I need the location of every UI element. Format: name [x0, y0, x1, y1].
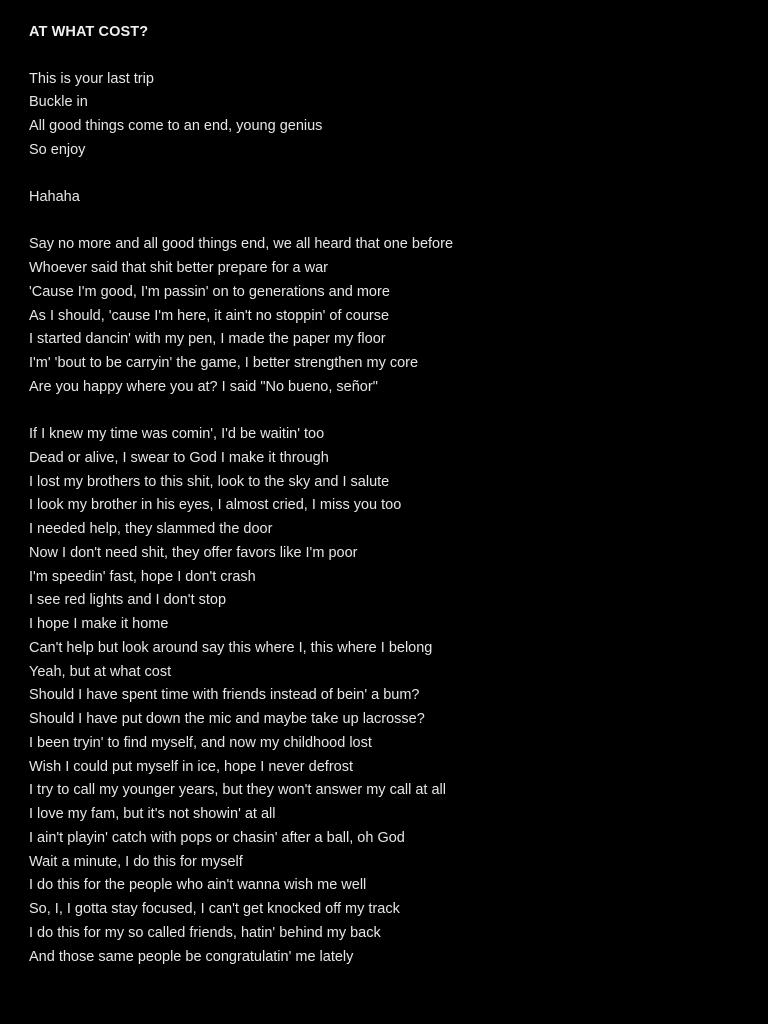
- lyric-line: If I knew my time was comin', I'd be waitin' too: [29, 426, 325, 442]
- lyrics-document: [29, 20, 749, 969]
- stanza: [29, 233, 749, 399]
- lyric-line: So, I, I gotta stay focused, I can't get knocked off my track: [29, 901, 400, 917]
- lyric-line: 'Cause I'm good, I'm passin' on to generations and more: [29, 283, 390, 300]
- lyric-line: Buckle in: [29, 94, 88, 111]
- lyric-line: I'm speedin' fast, hope I don't crash: [29, 568, 256, 585]
- lyrics-body: [29, 68, 749, 970]
- stanza: [29, 68, 749, 163]
- lyric-line: I'm' 'bout to be carryin' the game, I better strengthen my core: [29, 355, 419, 371]
- lyric-line: Should I have put down the mic and maybe take up lacrosse?: [29, 711, 425, 727]
- lyric-line: Should I have spent time with friends instead of bein' a bum?: [29, 687, 420, 704]
- lyric-line: I try to call my younger years, but they won't answer my call at all: [29, 782, 446, 799]
- lyric-line: I do this for the people who ain't wanna wish me well: [29, 877, 367, 894]
- lyric-line: So enjoy: [29, 141, 86, 158]
- stanza: [29, 423, 749, 969]
- lyric-line: All good things come to an end, young genius: [29, 118, 323, 134]
- lyric-line: I needed help, they slammed the door: [29, 521, 273, 537]
- lyric-line: Whoever said that shit better prepare for a war: [29, 260, 329, 276]
- lyric-line: Hahaha: [29, 189, 80, 205]
- lyric-line: I hope I make it home: [29, 616, 169, 632]
- lyric-line: I started dancin' with my pen, I made the paper my floor: [29, 331, 386, 348]
- song-title: AT WHAT COST?: [29, 24, 149, 40]
- lyric-line: Can't help but look around say this where I, this where I belong: [29, 639, 433, 656]
- lyric-line: I do this for my so called friends, hatin' behind my back: [29, 924, 381, 941]
- lyric-line: Yeah, but at what cost: [29, 663, 172, 680]
- lyric-line: Wait a minute, I do this for myself: [29, 853, 243, 870]
- lyric-line: I see red lights and I don't stop: [29, 592, 227, 609]
- lyric-line: I been tryin' to find myself, and now my childhood lost: [29, 734, 372, 751]
- lyric-line: Dead or alive, I swear to God I make it through: [29, 449, 329, 466]
- lyric-line: As I should, 'cause I'm here, it ain't no stoppin' of course: [29, 307, 390, 324]
- lyric-line: Now I don't need shit, they offer favors like I'm poor: [29, 544, 358, 561]
- lyric-line: Say no more and all good things end, we all heard that one before: [29, 236, 454, 253]
- lyric-line: And those same people be congratulatin' me lately: [29, 948, 354, 965]
- lyric-line: I look my brother in his eyes, I almost cried, I miss you too: [29, 497, 402, 514]
- lyric-line: This is your last trip: [29, 70, 154, 87]
- lyric-line: I love my fam, but it's not showin' at all: [29, 806, 276, 822]
- lyric-line: I ain't playin' catch with pops or chasin' after a ball, oh God: [29, 829, 405, 846]
- lyric-line: I lost my brothers to this shit, look to the sky and I salute: [29, 473, 390, 490]
- stanza: [29, 186, 749, 210]
- lyric-line: Are you happy where you at? I said "No bueno, señor": [29, 378, 378, 395]
- lyric-line: Wish I could put myself in ice, hope I never defrost: [29, 758, 353, 775]
